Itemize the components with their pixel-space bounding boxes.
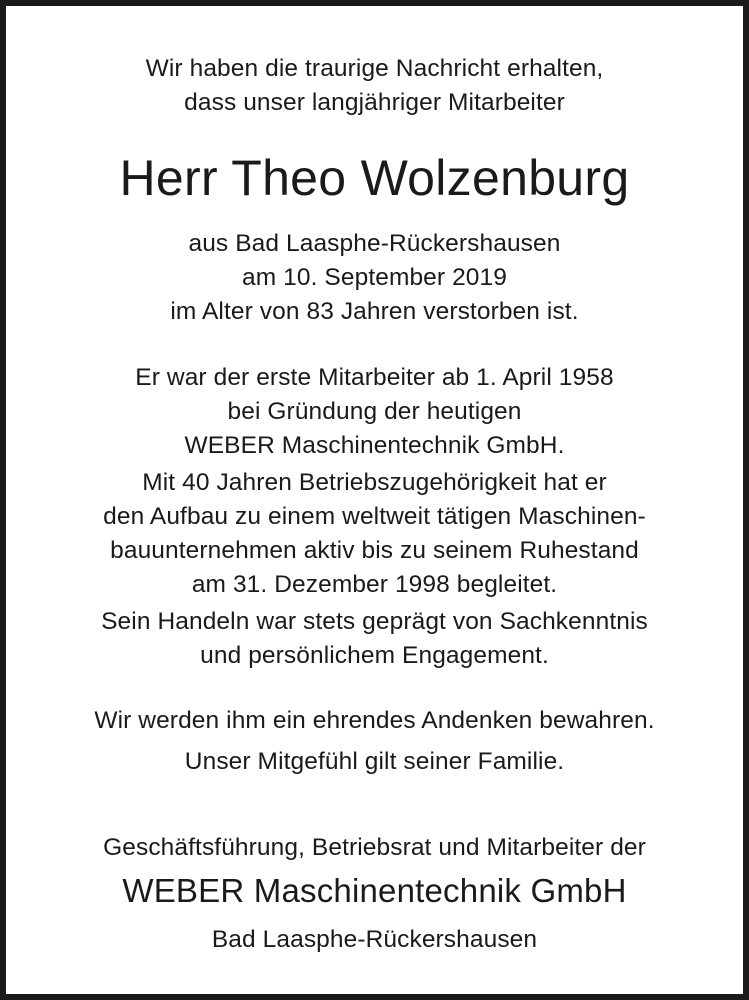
deceased-date: am 10. September 2019: [242, 264, 507, 291]
signature-line: Geschäftsführung, Betriebsrat und Mitarbeiter der: [103, 834, 646, 861]
closing-line-1: Wir werden ihm ein ehrendes Andenken bewahren.: [94, 707, 655, 734]
company-location: Bad Laasphe-Rückershausen: [211, 926, 538, 953]
deceased-name: Herr Theo Wolzenburg: [119, 150, 630, 206]
career-line-1: Er war der erste Mitarbeiter ab 1. April 1958: [135, 364, 614, 391]
closing-line-2: Unser Mitgefühl gilt seiner Familie.: [184, 748, 565, 775]
career-line-7: am 31. Dezember 1998 begleitet.: [191, 571, 558, 598]
career-line-2: bei Gründung der heutigen: [227, 398, 522, 425]
career-line-3: WEBER Maschinentechnik GmbH.: [184, 432, 565, 459]
deceased-age: im Alter von 83 Jahren verstorben ist.: [170, 298, 579, 325]
intro-line-2: dass unser langjähriger Mitarbeiter: [184, 89, 565, 116]
career-line-8: Sein Handeln war stets geprägt von Sachkenntnis: [101, 608, 648, 635]
deceased-origin: aus Bad Laasphe-Rückershausen: [188, 230, 561, 257]
career-line-6: bauunternehmen aktiv bis zu seinem Ruhestand: [110, 537, 639, 564]
career-line-4: Mit 40 Jahren Betriebszugehörigkeit hat er: [142, 469, 607, 496]
career-line-5: den Aufbau zu einem weltweit tätigen Maschinen-: [103, 503, 646, 530]
intro-line-1: Wir haben die traurige Nachricht erhalten,: [145, 55, 604, 82]
company-name: WEBER Maschinentechnik GmbH: [122, 872, 627, 909]
career-line-9: und persönlichem Engagement.: [200, 642, 549, 669]
